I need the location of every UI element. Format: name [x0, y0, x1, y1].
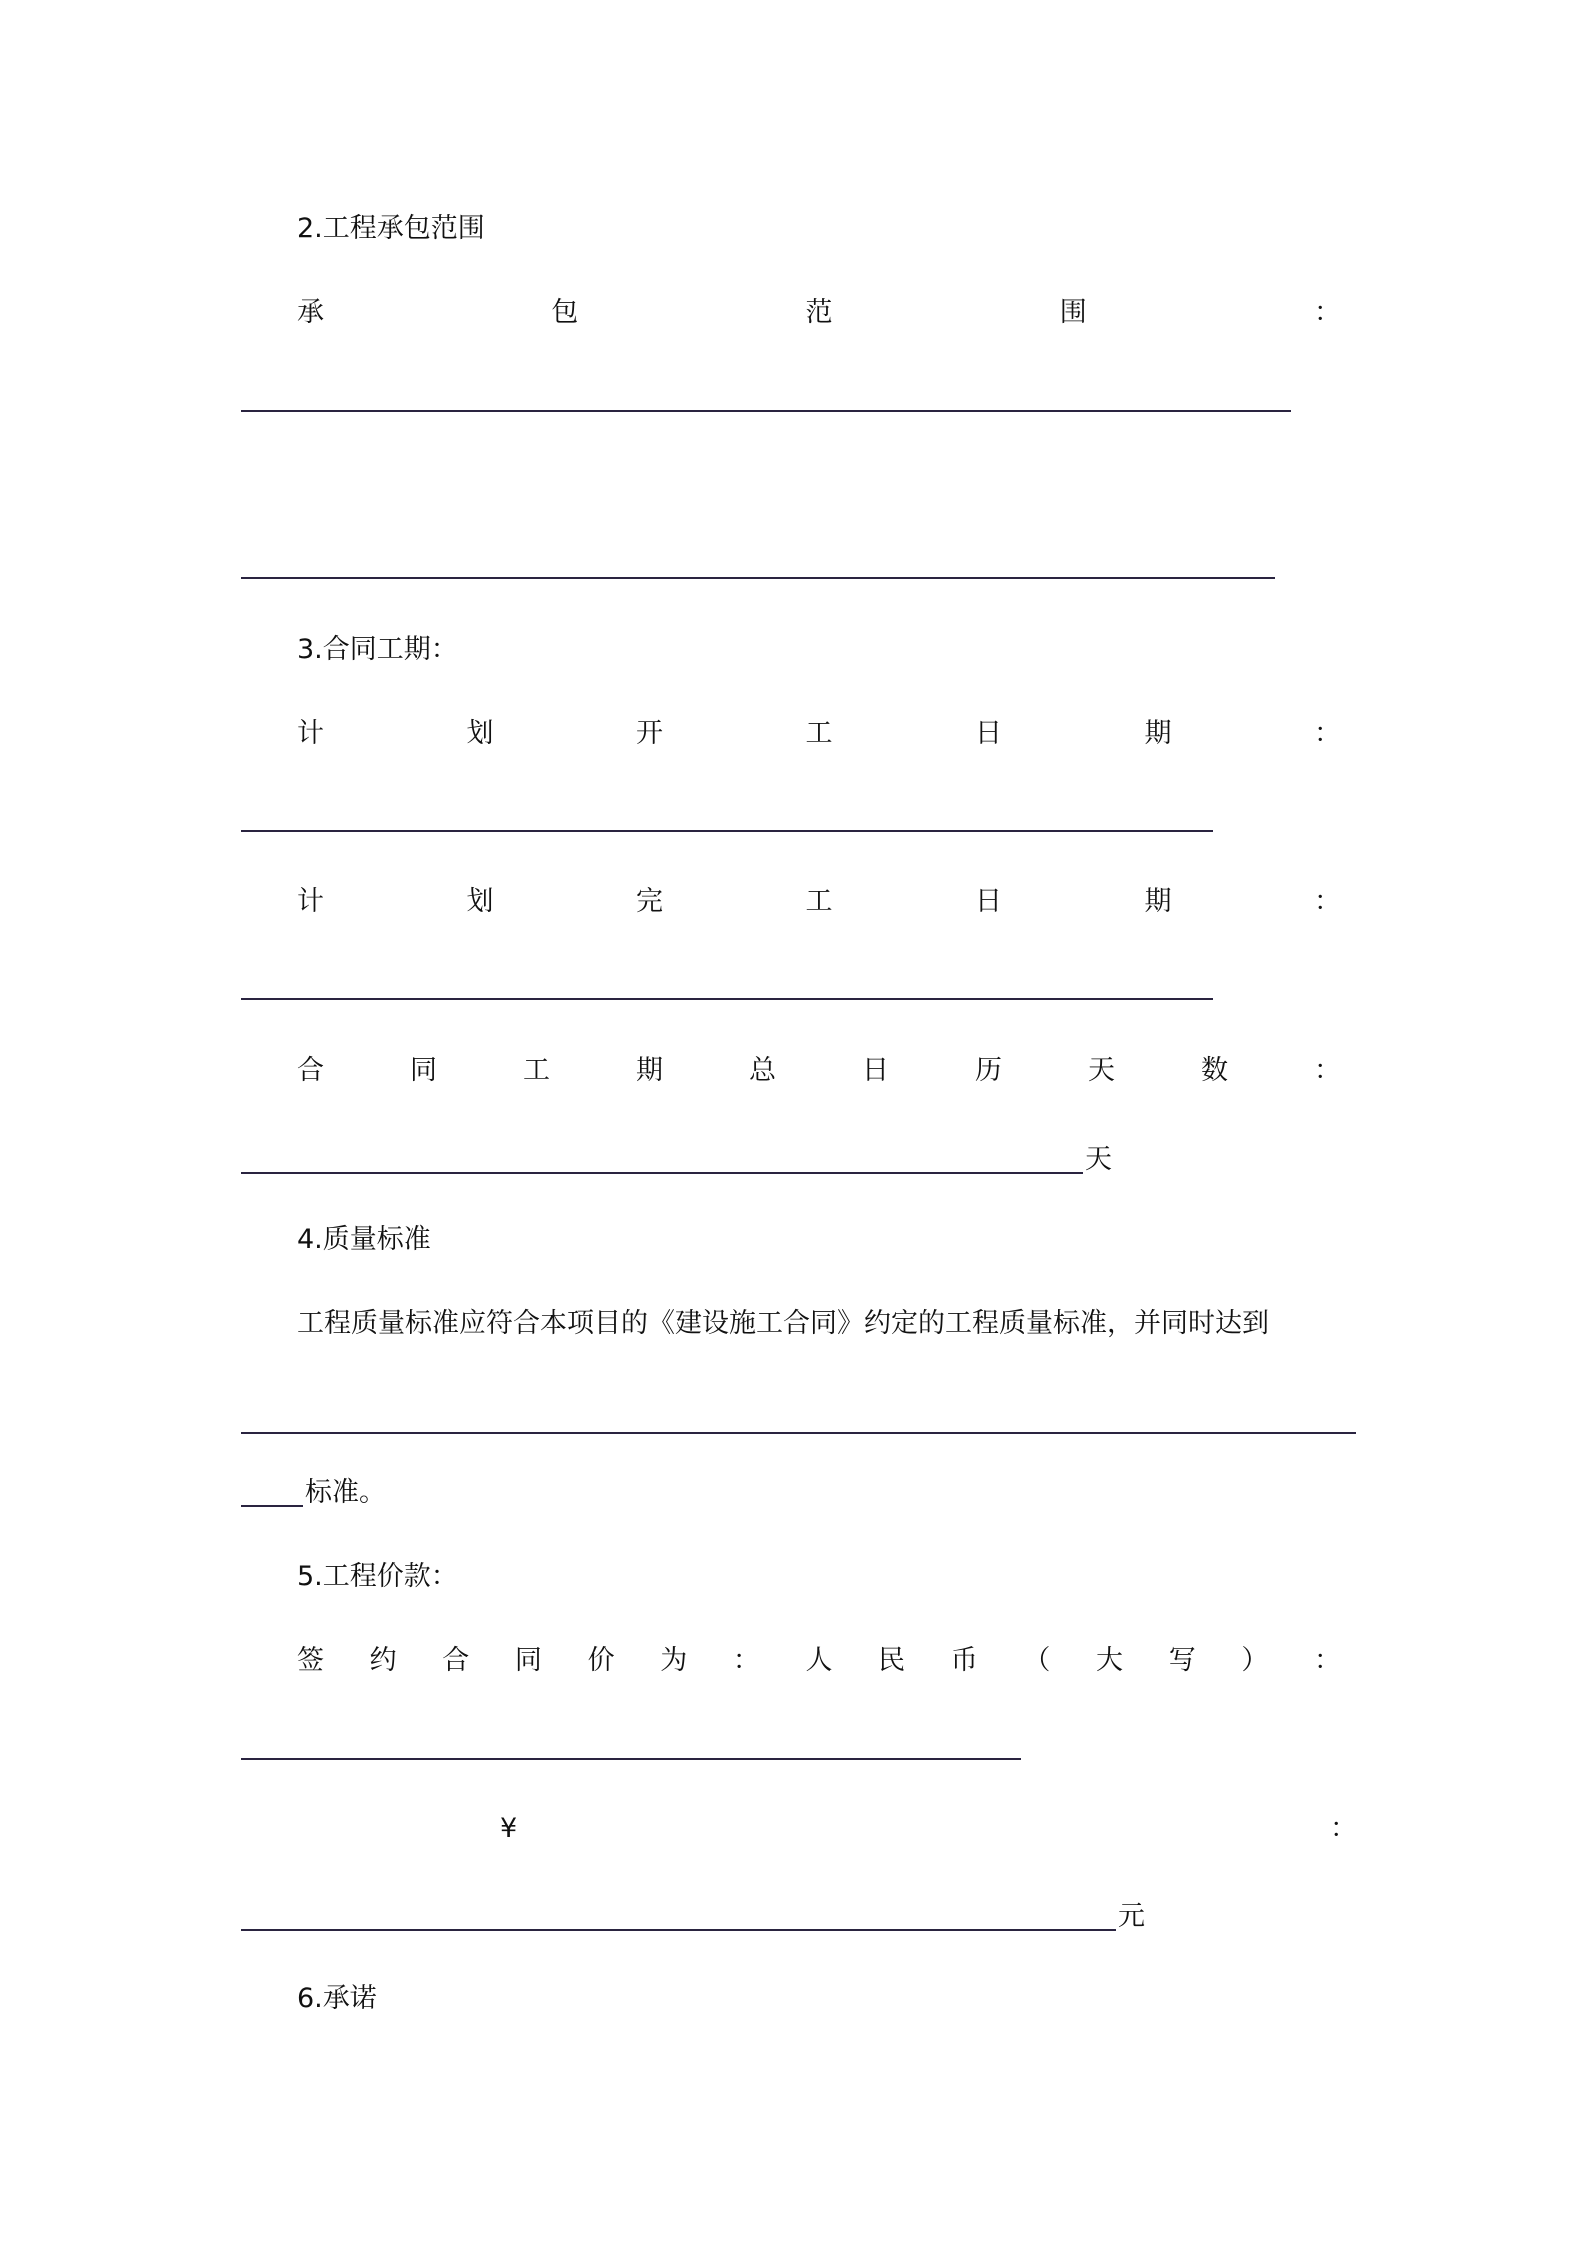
section-3-heading: 3.合同工期：: [297, 634, 458, 665]
section-6-heading: 6.承诺: [297, 1983, 377, 2014]
yuan-unit: 元: [1118, 1901, 1145, 1932]
planned-finish-label: 计 划 完 工 日 期 ：: [297, 886, 1341, 917]
price-figures-blank[interactable]: [241, 1897, 1145, 1937]
contract-price-label: 签 约 合 同 价 为 ： 人 民 币 （ 大 写 ） ：: [297, 1645, 1341, 1676]
total-days-label: 合 同 工 期 总 日 历 天 数 ：: [297, 1055, 1341, 1086]
total-days-blank[interactable]: [241, 1140, 1112, 1180]
quality-tail-blank[interactable]: [241, 1505, 303, 1507]
planned-start-label: 计 划 开 工 日 期 ：: [297, 718, 1341, 749]
quality-standard-text: 工程质量标准应符合本项目的《建设施工合同》约定的工程质量标准，并同时达到: [297, 1308, 1269, 1339]
planned-finish-blank[interactable]: [241, 966, 1213, 1006]
yen-colon: ：: [1330, 1813, 1357, 1844]
section-2-heading: 2.工程承包范围: [297, 213, 485, 244]
yen-symbol: ¥: [500, 1813, 518, 1844]
quality-tail-text: 标准。: [305, 1477, 386, 1508]
section-5-heading: 5.工程价款：: [297, 1561, 458, 1592]
section-4-heading: 4.质量标准: [297, 1224, 431, 1255]
scope-blank-1[interactable]: [241, 378, 1291, 418]
price-words-blank[interactable]: [241, 1726, 1021, 1766]
quality-tail: [241, 1473, 386, 1513]
days-unit: 天: [1085, 1144, 1112, 1175]
planned-start-blank[interactable]: [241, 798, 1213, 838]
scope-blank-2[interactable]: [241, 545, 1275, 585]
quality-standard-blank[interactable]: [241, 1400, 1356, 1440]
scope-label: 承 包 范 围 ：: [297, 297, 1341, 328]
